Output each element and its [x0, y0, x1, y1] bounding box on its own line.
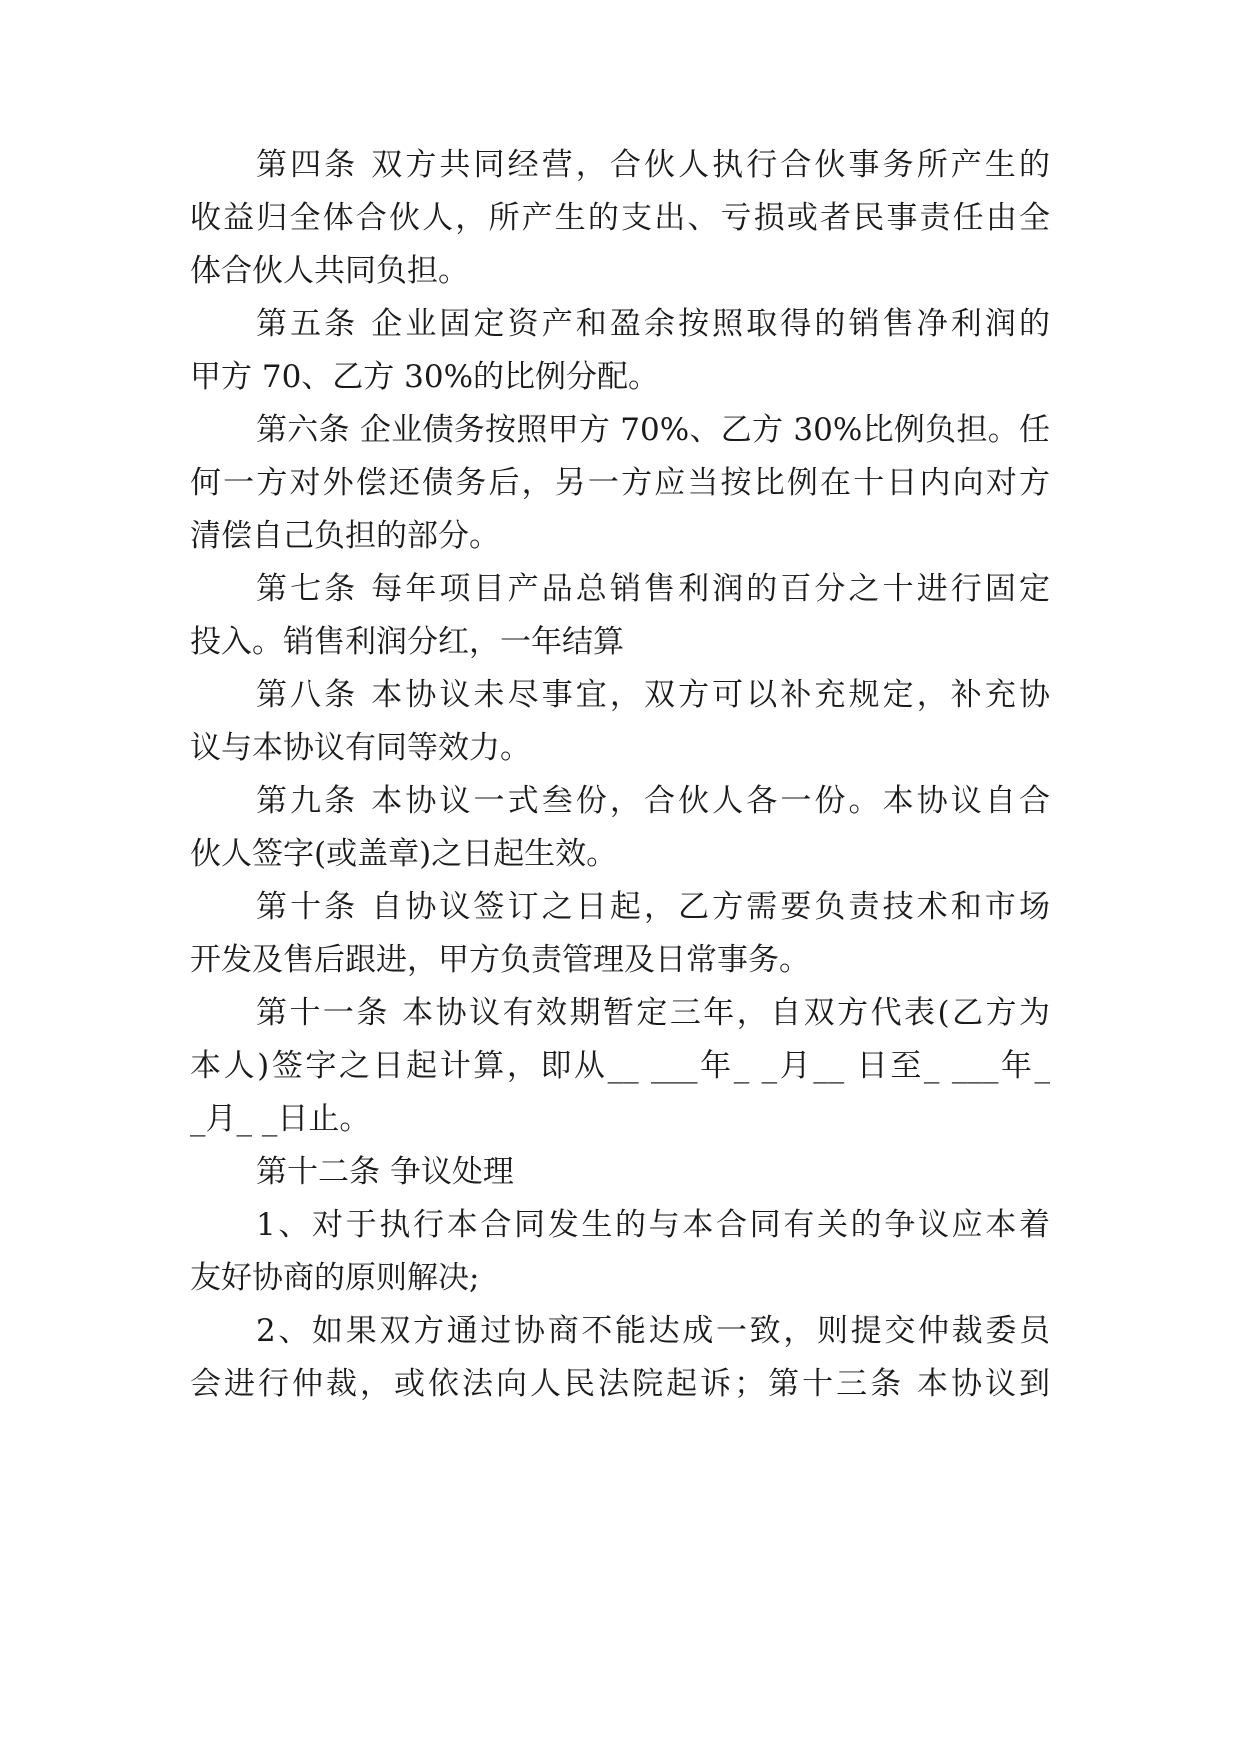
text-line: 2、如果双方通过协商不能达成一致，则提交仲裁委员 — [256, 1313, 1050, 1349]
text-line: _月_ _日止。 — [190, 1101, 371, 1137]
text-line: 议与本协议有同等效力。 — [190, 730, 531, 766]
text-line: 投入。销售利润分红，一年结算 — [190, 624, 624, 660]
text-line: 第十一条 本协议有效期暂定三年，自双方代表(乙方为 — [256, 995, 1050, 1031]
text-line: 会进行仲裁，或依法向人民法院起诉；第十三条 本协议到 — [190, 1366, 1050, 1402]
text-line: 伙人签字(或盖章)之日起生效。 — [190, 836, 618, 872]
text-line: 友好协商的原则解决; — [190, 1260, 480, 1296]
text-line: 第八条 本协议未尽事宜，双方可以补充规定，补充协 — [256, 677, 1050, 713]
text-line: 收益归全体合伙人，所产生的支出、亏损或者民事责任由全 — [190, 200, 1050, 236]
text-line: 第九条 本协议一式叁份，合伙人各一份。本协议自合 — [256, 783, 1050, 819]
text-line: 第七条 每年项目产品总销售利润的百分之十进行固定 — [256, 571, 1050, 607]
text-line: 甲方 70、乙方 30%的比例分配。 — [190, 359, 660, 395]
text-line: 何一方对外偿还债务后，另一方应当按比例在十日内向对方 — [190, 465, 1050, 501]
text-line: 第十二条 争议处理 — [256, 1154, 514, 1190]
text-line: 第四条 双方共同经营，合伙人执行合伙事务所产生的 — [256, 147, 1050, 183]
text-line: 第五条 企业固定资产和盈余按照取得的销售净利润的 — [256, 306, 1050, 342]
text-line: 第十条 自协议签订之日起，乙方需要负责技术和市场 — [256, 889, 1050, 925]
text-line: 第六条 企业债务按照甲方 70%、乙方 30%比例负担。任 — [256, 412, 1050, 448]
text-line: 开发及售后跟进，甲方负责管理及日常事务。 — [190, 942, 810, 978]
text-line: 体合伙人共同负担。 — [190, 253, 469, 289]
text-line: 本人)签字之日起计算，即从__ ___年_ _月__ 日至_ ___年_ — [190, 1048, 1050, 1084]
text-line: 1、对于执行本合同发生的与本合同有关的争议应本着 — [256, 1207, 1050, 1243]
text-line: 清偿自己负担的部分。 — [190, 518, 500, 554]
